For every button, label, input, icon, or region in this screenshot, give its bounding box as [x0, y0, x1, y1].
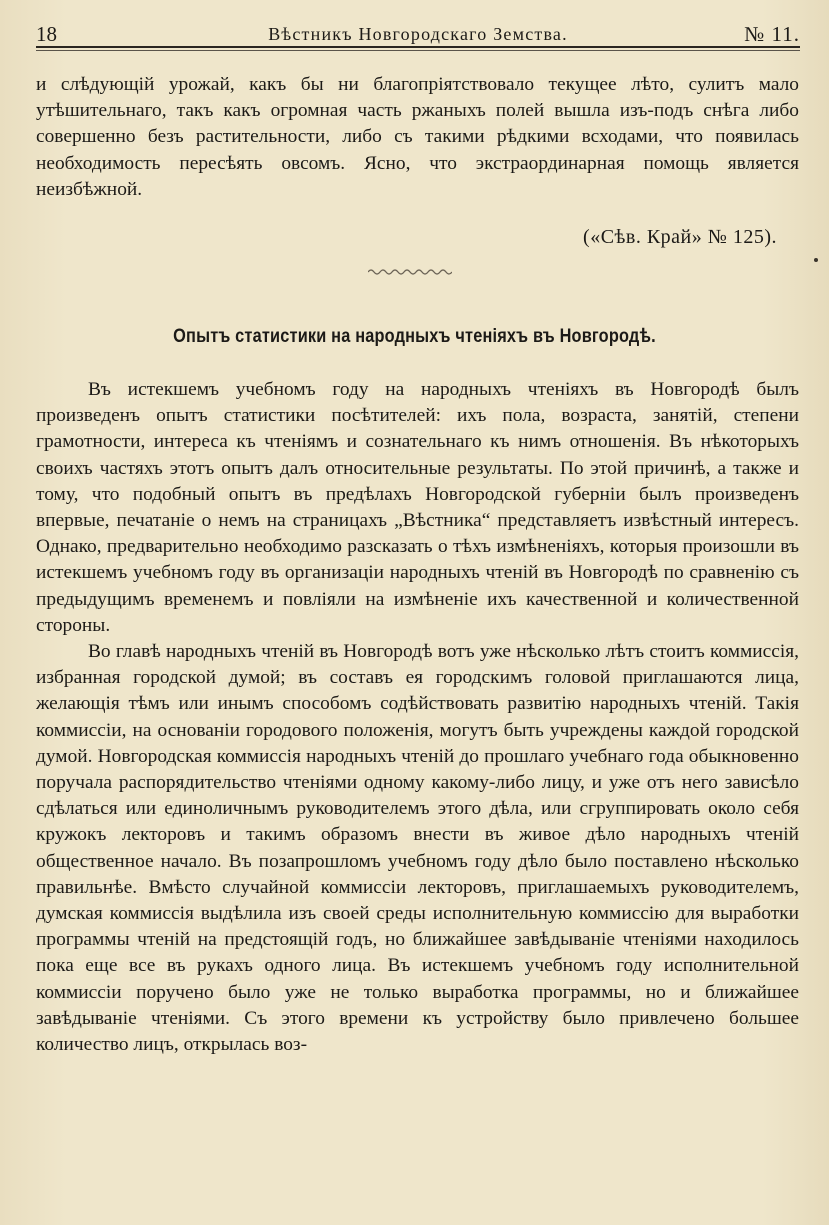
- article-body: [36, 377, 799, 1058]
- continued-paragraph: и слѣдующій урожай, какъ бы ни благопріятствовало текущее лѣто, сулитъ мало утѣшительнаго, такъ какъ огромная часть ржаныхъ полей вышла изъ-подъ снѣга либо совершенно безъ растительности, либо съ такими рѣдкими всходами, что появилась необходимость пересѣять овсомъ. Ясно, что экстраординарная помощь является неизбѣжной.: [36, 74, 799, 200]
- continued-text: [36, 72, 799, 203]
- article-title: Опытъ статистики на народныхъ чтеніяхъ въ Новгородѣ.: [173, 326, 656, 347]
- article-paragraph: Въ истекшемъ учебномъ году на народныхъ чтеніяхъ въ Новгородѣ былъ произведенъ опытъ статистики посѣтителей: ихъ пола, возраста, занятій, степени грамотности, интереса къ чтеніямъ и сознательнаго къ нимъ отношенія. Въ нѣкоторыхъ своихъ частяхъ этотъ опытъ далъ относительные результаты. По этой причинѣ, а также и тому, что подобный опытъ въ предѣлахъ Новгородской губерніи былъ произведенъ впервые, печатаніе о немъ на страницахъ „Вѣстника“ представляетъ извѣстный интересъ. Однако, предварительно необходимо разсказать о тѣхъ измѣненіяхъ, которыя произошли въ истекшемъ учебномъ году въ организаціи народныхъ чтеній въ Новгородѣ по сравненію съ предыдущимъ временемъ и повліяли на измѣненіе ихъ качественной и количественной стороны.: [36, 379, 799, 636]
- running-header: [36, 20, 800, 48]
- divider-ornament: [368, 268, 452, 276]
- journal-title: Вѣстникъ Новгородскаго Земства.: [268, 24, 568, 44]
- header-rule-thin: [36, 50, 800, 51]
- page-number: 18: [36, 22, 57, 46]
- source-citation: («Сѣв. Край» № 125).: [583, 226, 777, 248]
- header-rule: [36, 46, 800, 48]
- issue-number: № 11.: [744, 22, 800, 46]
- article-paragraph: Во главѣ народныхъ чтеній въ Новгородѣ вотъ уже нѣсколько лѣтъ стоитъ коммиссія, избранная городской думой; въ составъ ея городскимъ головой приглашаются лица, желающія тѣмъ или инымъ способомъ содѣйствовать развитію народныхъ чтеній. Такія коммиссіи, на основаніи городового положенія, могутъ быть учреждены каждой городской думой. Новгородская коммиссія народныхъ чтеній до прошлаго учебнаго года обыкновенно поручала распорядительство чтеніями одному какому-либо лицу, и уже отъ него зависѣло сдѣлаться или единоличнымъ руководителемъ этого дѣла, или сгруппировать около себя кружокъ лекторовъ и такимъ образомъ внести въ живое дѣло народныхъ чтеній общественное начало. Въ позапрошломъ учебномъ году дѣло было поставлено нѣсколько правильнѣе. Вмѣсто случайной коммиссіи лекторовъ, приглашаемыхъ руководителемъ, думская коммиссія выдѣлила изъ своей среды исполнительную коммиссію для выработки программы чтеній на предстоящій годъ, но ближайшее завѣдываніе чтеніями находилось пока еще все въ рукахъ одного лица. Въ истекшемъ учебномъ году исполнительной коммиссіи поручено было уже не только выработка программы, но и ближайшее завѣдываніе чтеніями. Съ этого времени къ устройству было привлечено большее количество лицъ, открылась воз-: [36, 641, 799, 1056]
- margin-speck: [814, 258, 818, 262]
